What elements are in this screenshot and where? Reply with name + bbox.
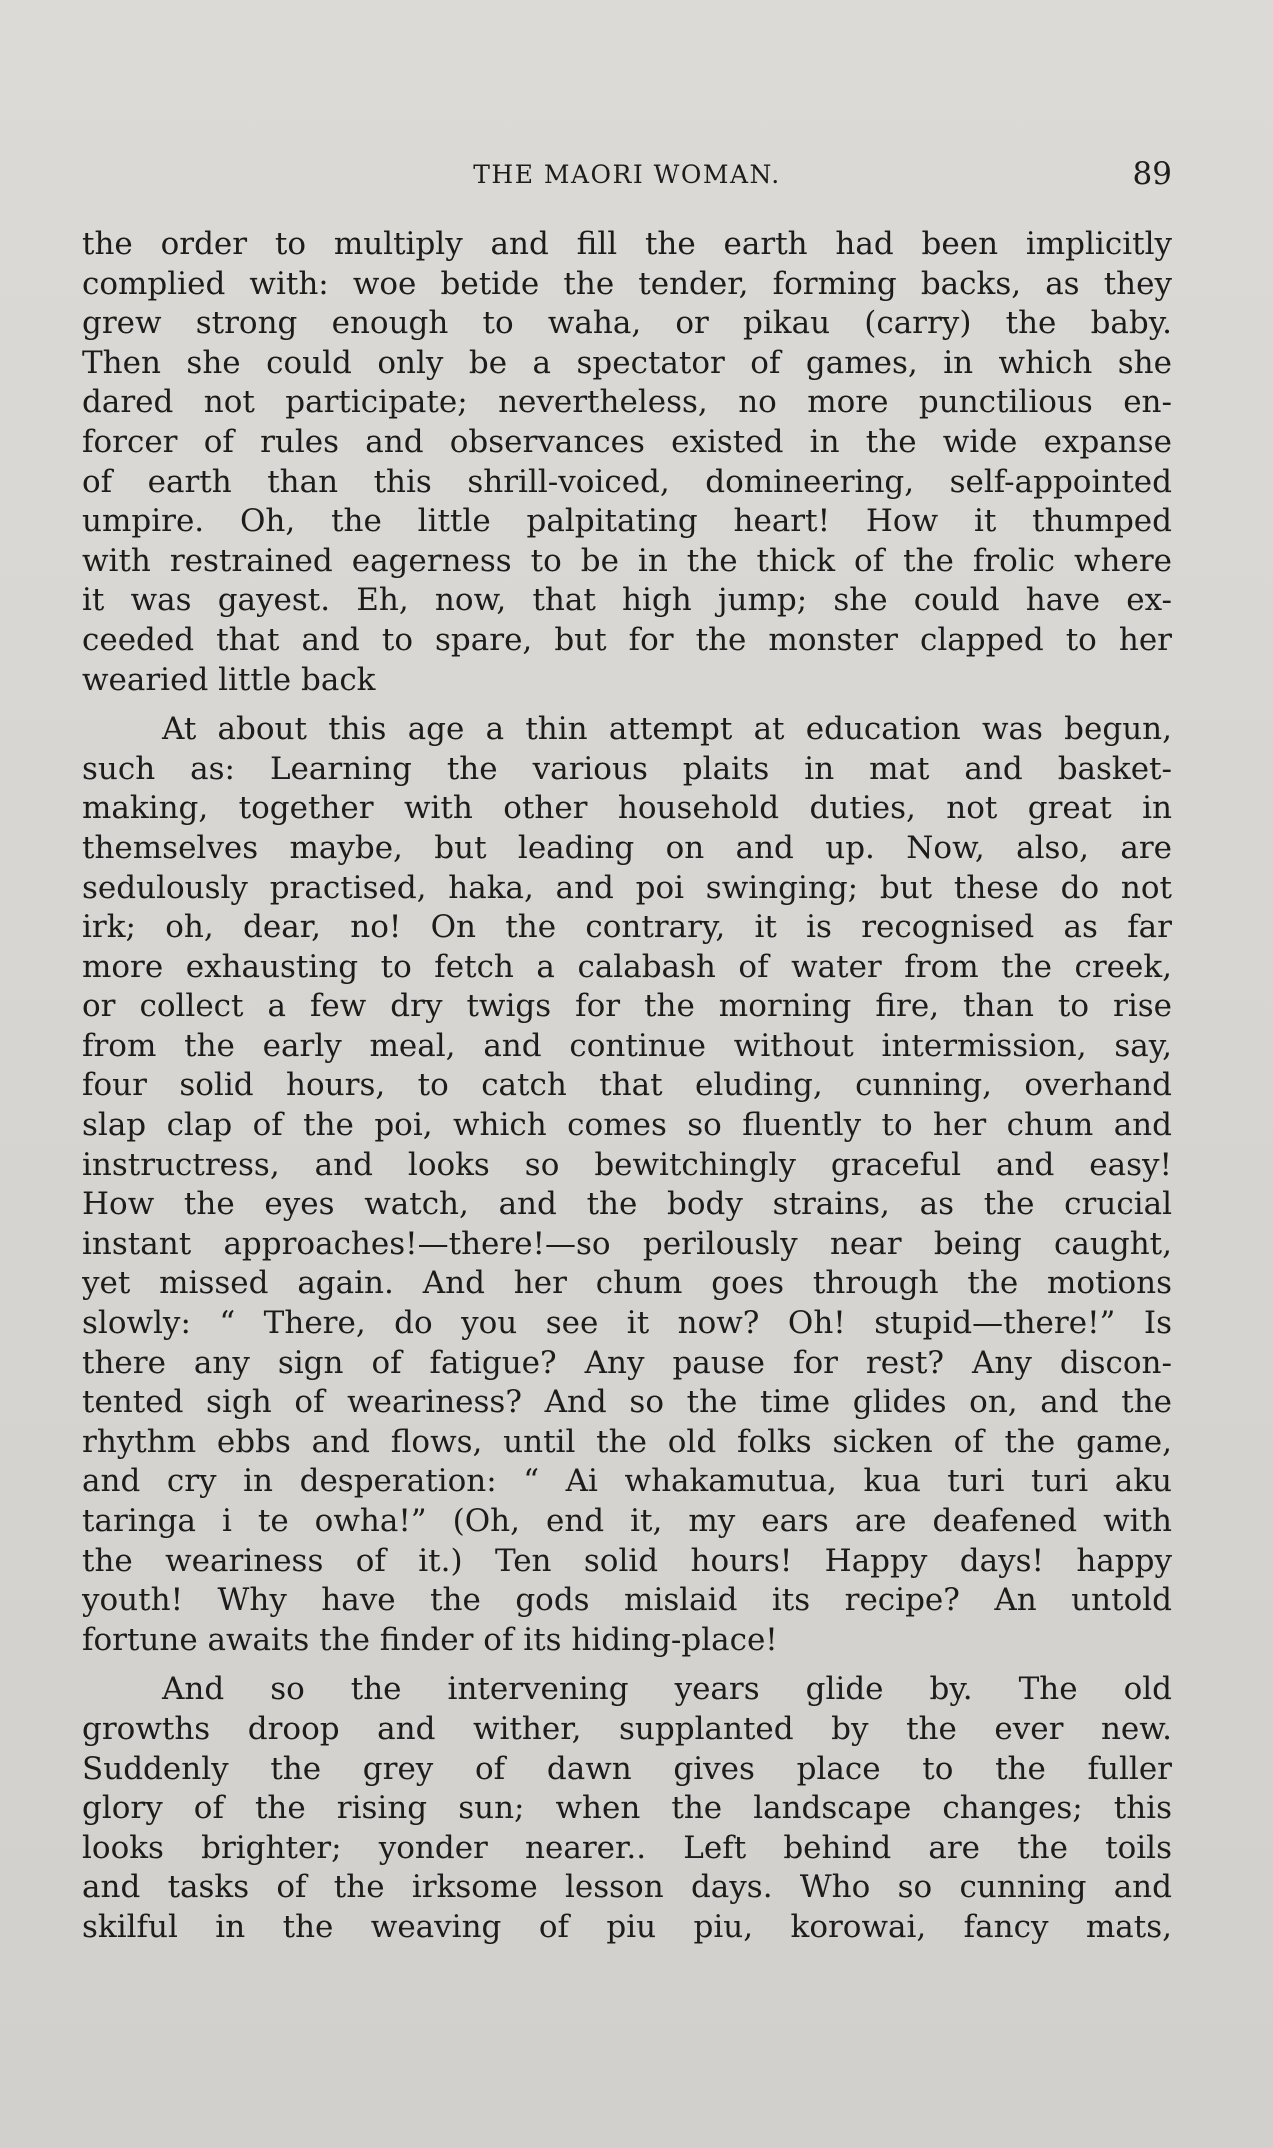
text-line: youth! Why have the gods mislaid its recipe? An untold [82, 1582, 1172, 1619]
text-line: slap clap of the poi, which comes so fluently to her chum and [82, 1107, 1172, 1144]
paragraph [82, 710, 1172, 1660]
text-line: or collect a few dry twigs for the morning fire, than to rise [82, 988, 1172, 1025]
text-line: of earth than this shrill-voiced, domineering, self-appointed [82, 463, 1172, 500]
text-line: and cry in desperation: “ Ai whakamutua, kua turi turi aku [82, 1463, 1172, 1500]
text-line: instant approaches!—there!—so perilously near being caught, [82, 1225, 1172, 1262]
text-line: tented sigh of weariness? And so the time glides on, and the [82, 1384, 1172, 1421]
text-line: from the early meal, and continue without intermission, say, [82, 1027, 1172, 1064]
text-line: And so the intervening years glide by. The old [162, 1671, 1172, 1708]
text-line: four solid hours, to catch that eluding, cunning, overhand [82, 1067, 1172, 1104]
text-line: there any sign of fatigue? Any pause for rest? Any discon- [82, 1344, 1172, 1381]
text-line: with restrained eagerness to be in the thick of the frolic where [82, 542, 1172, 579]
text-line: growths droop and wither, supplanted by the ever new. [82, 1710, 1172, 1747]
text-line: How the eyes watch, and the body strains, as the crucial [82, 1186, 1172, 1223]
page-number: 89 [1132, 156, 1172, 192]
paragraph [82, 225, 1172, 700]
text-line: Then she could only be a spectator of games, in which she [82, 344, 1172, 381]
text-line: it was gayest. Eh, now, that high jump; she could have ex- [82, 582, 1172, 619]
running-title: THE MAORI WOMAN. [473, 160, 781, 189]
text-line: instructress, and looks so bewitchingly graceful and easy! [82, 1146, 1172, 1183]
text-line: irk; oh, dear, no! On the contrary, it is recognised as far [82, 909, 1172, 946]
text-line: the weariness of it.) Ten solid hours! Happy days! happy [82, 1542, 1172, 1579]
text-line: wearied little back [82, 661, 376, 698]
text-line: forcer of rules and observances existed in the wide expanse [82, 423, 1172, 460]
text-line: looks brighter; yonder nearer.. Left behind are the toils [82, 1829, 1172, 1866]
text-line: rhythm ebbs and flows, until the old folks sicken of the game, [82, 1423, 1172, 1460]
text-line: dared not participate; nevertheless, no more punctilious en- [82, 384, 1172, 421]
text-line: and tasks of the irksome lesson days. Who so cunning and [82, 1869, 1172, 1906]
text-line: themselves maybe, but leading on and up. Now, also, are [82, 829, 1172, 866]
text-line: making, together with other household duties, not great in [82, 790, 1172, 827]
text-line: taringa i te owha!” (Oh, end it, my ears are deafened with [82, 1503, 1172, 1539]
text-line: Suddenly the grey of dawn gives place to the fuller [82, 1750, 1172, 1787]
text-line: ceeded that and to spare, but for the monster clapped to her [82, 621, 1172, 658]
text-line: complied with: woe betide the tender, forming backs, as they [82, 265, 1172, 302]
text-line: glory of the rising sun; when the landscape changes; this [82, 1790, 1172, 1827]
text-line: such as: Learning the various plaits in mat and basket- [82, 750, 1172, 787]
text-line: grew strong enough to waha, or pikau (carry) the baby. [82, 305, 1172, 342]
text-line: umpire. Oh, the little palpitating heart! How it thumped [82, 503, 1172, 540]
text-line: fortune awaits the finder of its hiding-place! [82, 1621, 778, 1658]
text-line: At about this age a thin attempt at education was begun, [162, 711, 1172, 748]
text-line: more exhausting to fetch a calabash of water from the creek, [82, 948, 1172, 985]
text-line: sedulously practised, haka, and poi swinging; but these do not [82, 869, 1172, 906]
text-line: slowly: “ There, do you see it now? Oh! stupid—there!” Is [82, 1305, 1172, 1342]
paragraph [82, 1670, 1172, 1947]
text-line: skilful in the weaving of piu piu, korowai, fancy mats, [82, 1908, 1172, 1945]
body-text [82, 225, 1172, 1948]
text-line: yet missed again. And her chum goes through the motions [82, 1265, 1172, 1302]
text-line: the order to multiply and fill the earth had been implicitly [82, 226, 1172, 262]
running-head [82, 156, 1172, 196]
